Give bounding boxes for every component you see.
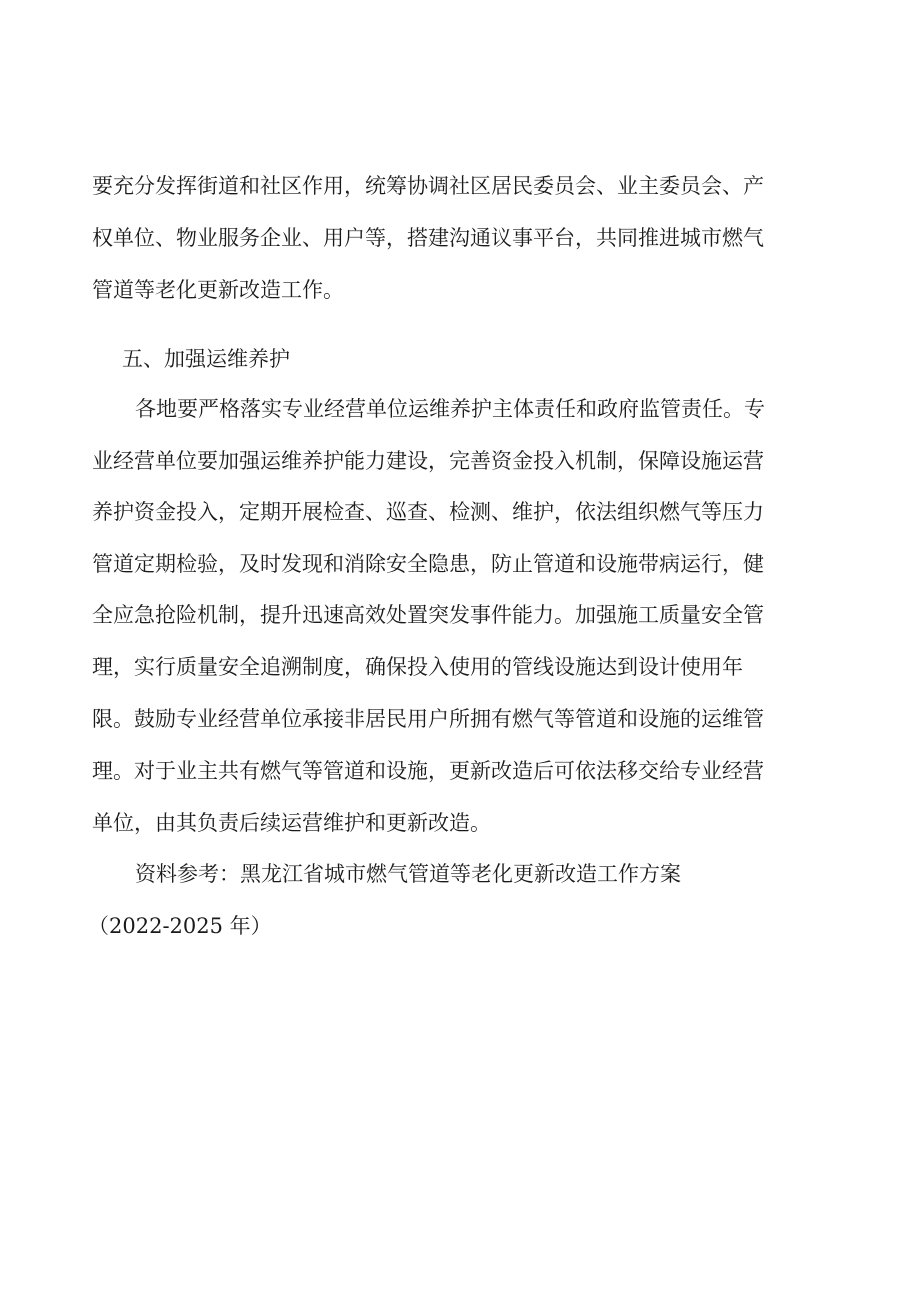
paragraph-2-line-1: 各地要严格落实专业经营单位运维养护主体责任和政府监管责任。专 [135,397,765,421]
reference-line-2: （2022-2025 年） [88,914,272,938]
paragraph-2-line-3: 养护资金投入，定期开展检查、巡查、检测、维护，依法组织燃气等压力 [92,500,764,524]
reference-line-1: 资料参考：黑龙江省城市燃气管道等老化更新改造工作方案 [135,862,681,886]
paragraph-1-line-2: 权单位、物业服务企业、用户等，搭建沟通议事平台，共同推进城市燃气 [92,226,764,250]
paragraph-2-line-9: 单位，由其负责后续运营维护和更新改造。 [92,811,491,835]
paragraph-2-line-7: 限。鼓励专业经营单位承接非居民用户所拥有燃气等管道和设施的运维管 [92,707,764,731]
paragraph-2-line-6: 理，实行质量安全追溯制度，确保投入使用的管线设施达到设计使用年 [92,655,743,679]
paragraph-2-line-5: 全应急抢险机制，提升迅速高效处置突发事件能力。加强施工质量安全管 [92,603,764,627]
paragraph-2-line-4: 管道定期检验，及时发现和消除安全隐患，防止管道和设施带病运行，健 [92,552,764,576]
paragraph-2-line-2: 业经营单位要加强运维养护能力建设，完善资金投入机制，保障设施运营 [92,449,764,473]
paragraph-2-line-8: 理。对于业主共有燃气等管道和设施，更新改造后可依法移交给专业经营 [92,759,764,783]
section-heading: 五、加强运维养护 [122,347,290,371]
paragraph-1-line-1: 要充分发挥街道和社区作用，统筹协调社区居民委员会、业主委员会、产 [92,174,764,198]
paragraph-1-line-3: 管道等老化更新改造工作。 [92,278,344,302]
